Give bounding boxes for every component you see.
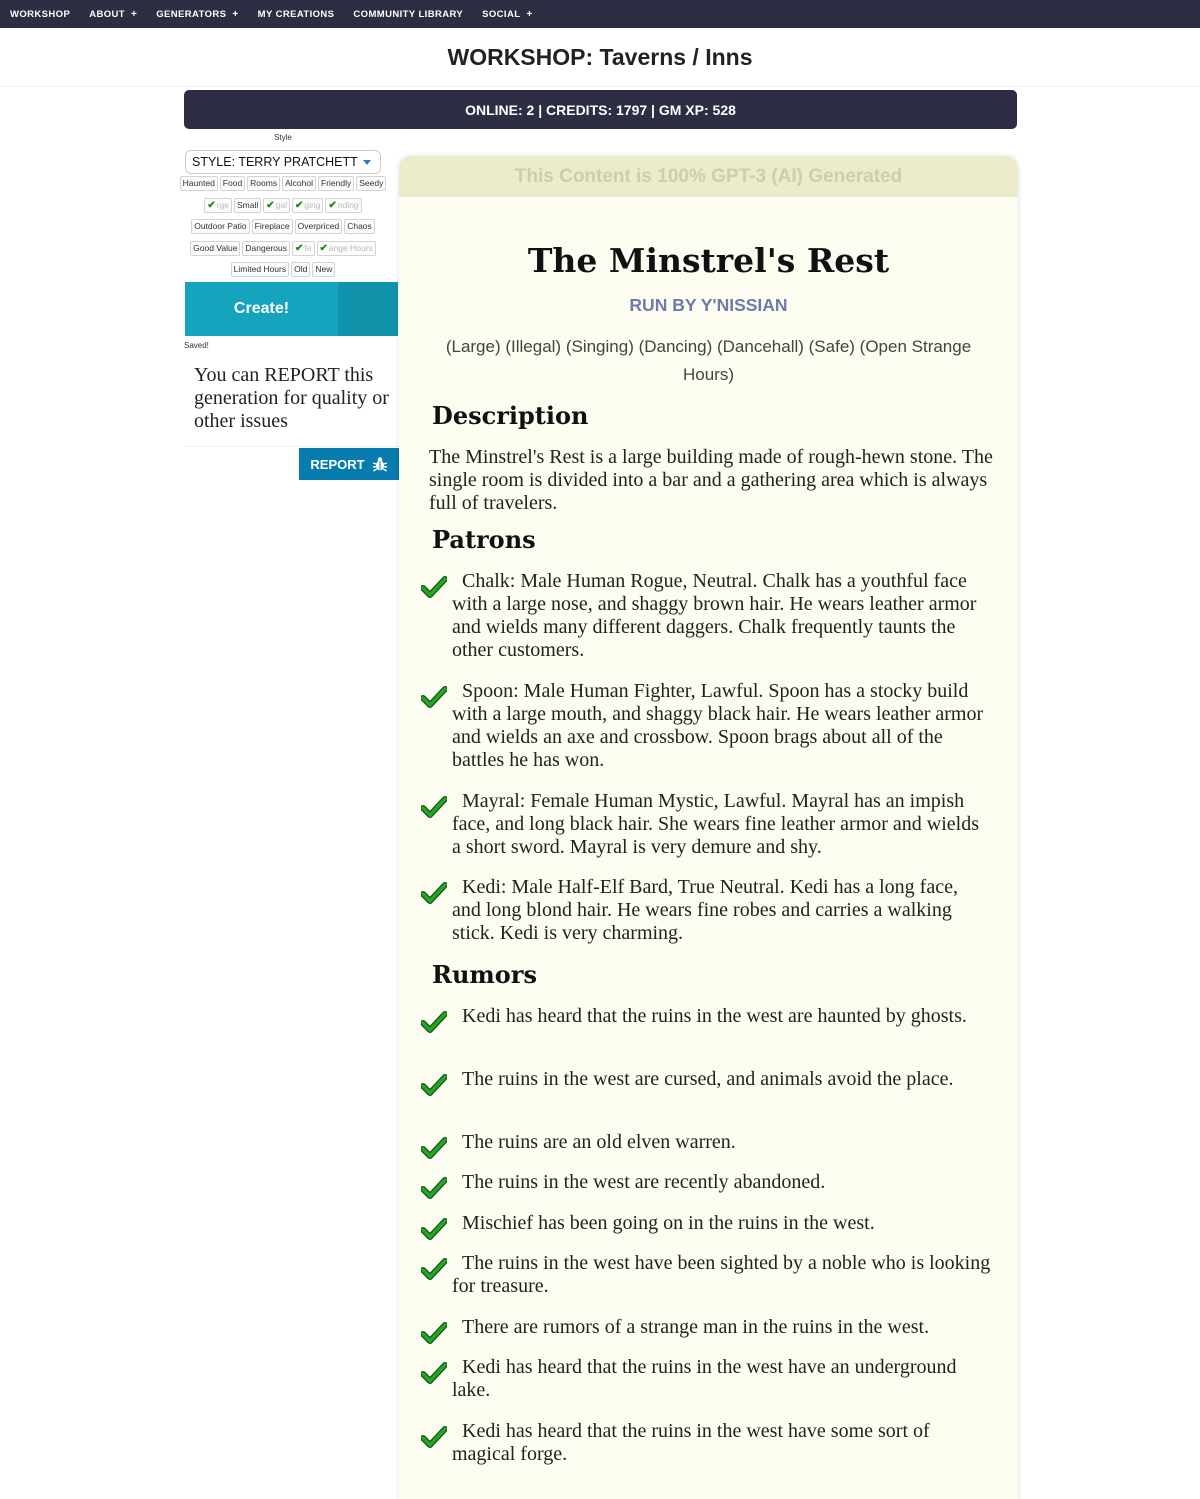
tag-toggle[interactable]: Good Value (190, 241, 240, 256)
report-info-text: You can REPORT this generation for quality or other issues (194, 364, 389, 432)
rumor-text: The ruins are an old elven warren. (462, 1131, 736, 1153)
checkmark-icon (421, 1137, 447, 1159)
rumor-item (421, 1420, 991, 1466)
rumor-text: The ruins in the west are recently abandoned. (462, 1171, 826, 1193)
rumor-item (421, 1068, 991, 1091)
tag-label: gal (275, 199, 287, 210)
checkmark-icon: ✔ (319, 242, 328, 254)
rumor-item (421, 1171, 991, 1194)
tag-toggle-checked[interactable] (292, 241, 314, 256)
plus-icon: + (130, 8, 138, 20)
tag-toggle[interactable]: New (312, 262, 335, 277)
tag-toggle[interactable]: Dangerous (242, 241, 290, 256)
rumor-text: Kedi has heard that the ruins in the west are haunted by ghosts. (462, 1005, 967, 1027)
patron-item (421, 876, 991, 945)
tavern-owner: RUN BY Y'NISSIAN (629, 295, 788, 315)
tag-toggle[interactable]: Food (220, 176, 245, 191)
tag-toggle[interactable]: Fireplace (252, 219, 293, 234)
report-button[interactable] (299, 448, 399, 480)
nav-item-label: MY CREATIONS (257, 8, 335, 20)
nav-item-label: GENERATORS (156, 8, 227, 20)
tavern-tags: (Large) (Illegal) (Singing) (Dancing) (Dancehall) (Safe) (Open Strange Hours) (445, 337, 972, 384)
checkmark-icon (421, 1074, 447, 1096)
ai-generated-banner: This Content is 100% GPT-3 (AI) Generated (399, 156, 1018, 197)
tag-label: fe (304, 242, 312, 253)
checkmark-icon (421, 1362, 447, 1384)
tag-toggle[interactable]: Friendly (318, 176, 354, 191)
tag-toggle[interactable]: Alcohol (282, 176, 316, 191)
tavern-name: The Minstrel's Rest (527, 241, 890, 280)
tag-row (184, 198, 382, 214)
plus-icon: + (232, 8, 239, 20)
checkmark-icon (421, 576, 447, 598)
nav-item-social[interactable] (482, 9, 533, 20)
nav-item-generators[interactable] (156, 9, 238, 20)
caret-down-icon (363, 160, 371, 165)
rumor-item (421, 1212, 991, 1235)
patron-text: Kedi: Male Half-Elf Bard, True Neutral. Kedi has a long face, and long blond hair. He wears fine robes and carries a walking stick. Kedi is very charming. (452, 876, 958, 944)
divider (184, 446, 398, 447)
checkmark-icon (421, 1258, 447, 1280)
plus-icon: + (526, 8, 533, 20)
page-title: WORKSHOP: Taverns / Inns (447, 44, 753, 70)
nav-item-label: ABOUT (89, 8, 125, 20)
tag-toggle-checked[interactable] (204, 198, 232, 213)
nav-item-community-library[interactable] (353, 9, 463, 20)
rumor-text: The ruins in the west have been sighted by a noble who is looking for treasure. (452, 1252, 991, 1297)
rumor-item (421, 1316, 991, 1339)
checkmark-icon: ✔ (328, 199, 337, 211)
rumors-heading: Rumors (432, 960, 537, 989)
rumor-item (421, 1131, 991, 1154)
checkmark-icon (421, 1426, 447, 1448)
tag-toggle[interactable]: Rooms (247, 176, 280, 191)
patron-item (421, 680, 991, 772)
tag-toggle-checked[interactable] (317, 241, 376, 256)
tag-row (184, 262, 382, 278)
checkmark-icon (421, 686, 447, 708)
checkmark-icon: ✔ (266, 199, 275, 211)
checkmark-icon: ✔ (295, 242, 304, 254)
patrons-heading: Patrons (432, 525, 536, 554)
patron-text: Spoon: Male Human Fighter, Lawful. Spoon has a stocky build with a large mouth, and shaggy black hair. He wears leather armor and wields an axe and crossbow. Spoon brags about all of the battles he has won. (452, 680, 984, 771)
tag-toggle[interactable]: Small (234, 198, 261, 213)
nav-item-workshop[interactable] (10, 9, 70, 20)
rumor-item (421, 1356, 991, 1402)
tag-toggle[interactable]: Old (291, 262, 310, 277)
checkmark-icon (421, 1322, 447, 1344)
checkmark-icon: ✔ (207, 199, 216, 211)
rumor-text: Kedi has heard that the ruins in the west have some sort of magical forge. (452, 1420, 930, 1465)
rumor-item (421, 1252, 991, 1298)
rumor-text: Mischief has been going on in the ruins in the west. (462, 1212, 875, 1234)
rumor-text: The ruins in the west are cursed, and animals avoid the place. (462, 1068, 954, 1090)
rumor-item (421, 1005, 991, 1028)
rumor-text: There are rumors of a strange man in the ruins in the west. (462, 1316, 930, 1338)
tag-toggle[interactable]: Chaos (344, 219, 375, 234)
divider (0, 86, 1200, 87)
tag-toggle[interactable]: Overpriced (295, 219, 343, 234)
tag-row (184, 219, 382, 235)
patron-text: Mayral: Female Human Mystic, Lawful. Mayral has an impish face, and long black hair. She wears fine leather armor and wields a short sword. Mayral is very demure and shy. (452, 790, 980, 858)
tag-toggle-checked[interactable] (292, 198, 323, 213)
patron-item (421, 790, 991, 859)
tag-toggle-checked[interactable] (325, 198, 361, 213)
style-dropdown[interactable] (185, 150, 381, 174)
tag-toggle[interactable]: Haunted (180, 176, 218, 191)
patron-item (421, 570, 991, 662)
bug-icon (372, 456, 388, 472)
nav-item-label: COMMUNITY LIBRARY (353, 8, 464, 20)
tag-label: ging (304, 199, 321, 210)
tag-toggle[interactable]: Seedy (356, 176, 386, 191)
create-button[interactable] (185, 282, 398, 336)
tag-row (184, 241, 382, 257)
style-dropdown-value: STYLE: TERRY PRATCHETT (192, 155, 358, 169)
tag-label: rge (216, 199, 229, 210)
tag-toggle-checked[interactable] (263, 198, 290, 213)
nav-item-about[interactable] (89, 9, 137, 20)
checkmark-icon (421, 796, 447, 818)
checkmark-icon (421, 882, 447, 904)
checkmark-icon: ✔ (295, 199, 304, 211)
create-button-label: Create! (233, 300, 290, 317)
description-heading: Description (432, 401, 589, 430)
tag-toggle[interactable]: Limited Hours (231, 262, 289, 277)
checkmark-icon (421, 1218, 447, 1240)
description-text: The Minstrel's Rest is a large building made of rough-hewn stone. The single room is divided into a bar and a gathering area which is always full of travelers. (429, 446, 993, 514)
tag-label: nding (337, 199, 359, 210)
checkmark-icon (421, 1177, 447, 1199)
nav-item-my-creations[interactable] (258, 9, 335, 20)
tag-options (184, 176, 382, 284)
patron-text: Chalk: Male Human Rogue, Neutral. Chalk has a youthful face with a large nose, and shaggy brown hair. He wears leather armor and wields many different daggers. Chalk frequently taunts the other customers. (452, 570, 977, 661)
generated-content-card (399, 156, 1018, 1499)
saved-status: Saved! (184, 341, 209, 350)
tag-label: ange Hours (328, 242, 373, 253)
report-button-label: REPORT (310, 456, 365, 472)
checkmark-icon (421, 1011, 447, 1033)
top-navigation (0, 0, 1200, 28)
rumor-text: Kedi has heard that the ruins in the west have an underground lake. (452, 1356, 957, 1401)
style-label: Style (274, 133, 292, 142)
tag-toggle[interactable]: Outdoor Patio (191, 219, 249, 234)
tag-row (184, 176, 382, 192)
nav-item-label: SOCIAL (482, 8, 521, 20)
nav-item-label: WORKSHOP (10, 8, 71, 20)
create-button-side (338, 282, 398, 336)
status-bar: ONLINE: 2 | CREDITS: 1797 | GM XP: 528 (184, 90, 1017, 129)
